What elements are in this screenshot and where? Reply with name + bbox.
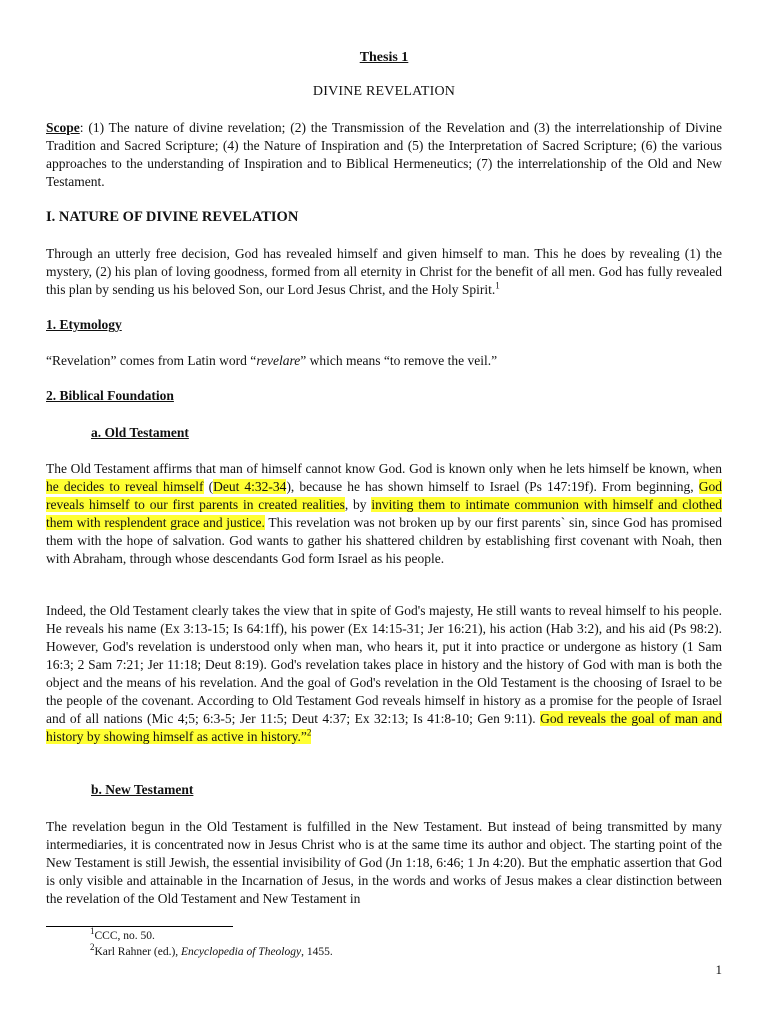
footnote-ref-1: 1 [495,280,500,291]
ot-p2-text-1: Indeed, the Old Testament clearly takes the view that in spite of God's majesty, He still wants to reveal himself to his people. He reveals his name (Ex 3:13-15; Is 64:1ff), his power (Ex 14:15-31; Jer 16:21), his action (Hab 3:2), and his aid (Ps 98:2). However, God's revelation is understood only when man, who hears it, put it into practice or undergone as history (1 Sam 16:3; 2 Sam 7:21; Jer 11:18; Deut 8:19). God's revelation takes place in history and the history of God with man is both the object and the means of his revelation. And the goal of God's revelation in the Old Testament is the choosing of Israel to be the people of the covenant. According to Old Testament God reveals himself in history as a promise for the people of Israel and of all nations (Mic 4;5; 6:3-5; Jer 11:5; Deut 4:37; Ex 32:13; Is 41:8-10; Gen 9:11). [46,603,722,726]
new-testament-paragraph: The revelation begun in the Old Testament is fulfilled in the New Testament. But instead of being transmitted by many intermediaries, it is concentrated now in Jesus Christ who is at the same time its author and object. The starting point of the New Testament is still Jewish, the essential invisibility of God (Jn 1:18, 6:46; 1 Jn 4:20). But the emphatic assertion that God is only visible and attainable in the Incarnation of Jesus, in the words and works of Jesus makes a clear distinction between the revelation of the Old Testament and New Testament in [46,819,722,906]
etymology-heading: 1. Etymology [46,317,122,332]
footnote-2-author: Karl Rahner (ed.), [94,946,182,958]
scope-label: Scope [46,120,80,135]
footnote-divider [46,926,233,927]
old-testament-paragraph-1 [46,460,722,568]
footnote-2 [90,942,333,958]
page-number: 1 [715,962,722,977]
nature-intro-text: Through an utterly free decision, God has revealed himself and given himself to man. This he does by revealing (1) the mystery, (2) his plan of loving goodness, formed from all eternity in Christ for the benefit of all men. God has fully revealed this plan by sending us his beloved Son, our Lord Jesus Christ, and the Holy Spirit. [46,246,722,297]
footnote-1-number: 1 [90,926,95,937]
etymology-pre: “Revelation” comes from Latin word “ [46,353,257,368]
ot-p1-text-5: This revelation was not broken up by our first parents` sin, since God has promised them with the hope of salvation. God wants to gather his shattered children by establishing first covenant with Noah, then with Abraham, through whose descendants God form Israel as his people. [46,515,722,566]
old-testament-paragraph-2 [46,602,722,746]
document-page [46,0,722,1024]
document-title: DIVINE REVELATION [312,84,456,99]
footnote-1-text: CCC, no. 50. [94,930,155,942]
footnote-2-title: Encyclopedia of Theology [181,946,302,958]
ot-p1-text-4: , by [344,497,372,512]
nature-intro-paragraph [46,245,722,299]
ot-p1-highlight-2: Deut 4:32-34 [213,479,287,494]
old-testament-heading: a. Old Testament [91,425,189,440]
ot-p1-text-1: The Old Testament affirms that man of himself cannot know God. God is known only when he lets himself be known, when [46,461,722,476]
ot-p1-highlight-3: God reveals himself to our first parents in created realities [46,479,722,512]
footnote-1 [90,926,155,942]
footnote-2-page: , 1455. [301,946,333,958]
ot-p1-highlight-4: inviting them to intimate communion with himself and clothed them with resplendent grace and justice. [46,497,723,530]
ot-p2-highlight-text: God reveals the goal of man and history by showing himself as active in history.” [46,711,722,744]
footnote-ref-2: 2 [306,727,312,738]
ot-p1-highlight-1: he decides to reveal himself [46,479,204,494]
new-testament-heading: b. New Testament [91,782,194,797]
footnote-2-number: 2 [90,942,95,953]
scope-paragraph [46,119,722,191]
ot-p1-text-2: ( [203,479,214,494]
etymology-post: ” which means “to remove the veil.” [300,353,498,368]
scope-text: : (1) The nature of divine revelation; (2) the Transmission of the Revelation and (3) the interrelationship of Divine Tradition and Sacred Scripture; (4) the Nature of Inspiration and (5) the Interpretation of Sacred Scripture; (6) the various approaches to the understanding of Inspiration and to Biblical Hermeneutics; (7) the interrelationship of the Old and New Testament. [46,120,722,189]
etymology-word: revelare [256,353,301,368]
ot-p1-text-3: ), because he has shown himself to Israel (Ps 147:19f). From beginning, [286,479,699,494]
etymology-paragraph [46,352,722,370]
biblical-foundation-heading: 2. Biblical Foundation [46,388,174,403]
section-heading-nature: I. NATURE OF DIVINE REVELATION [46,209,299,225]
thesis-heading: Thesis 1 [359,50,409,65]
